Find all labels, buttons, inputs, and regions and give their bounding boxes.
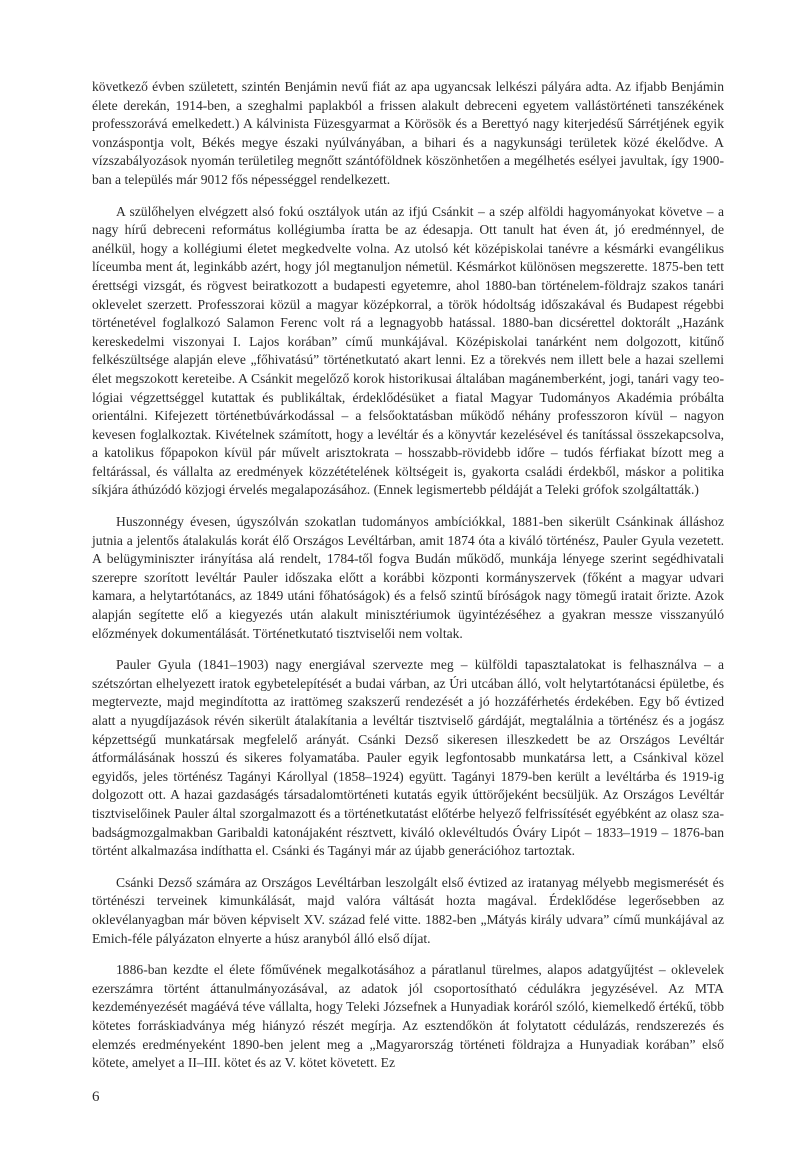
paragraph-2: A szülőhelyen elvégzett alsó fokú osztályok után az ifjú Csánkit – a szép alföldi hagyományokat követve – a nagy hírű debreceni református kollégiumba íratta be az édesapja. Ott tanult hat éven át, jó eredménnyel, de anélkül, hogy a kollégiumi életet megkedvelte volna. Az utolsó két középiskolai tanévre a késmárki evangélikus líceumba ment át, leginkább azért, hogy jól megtanuljon németül. Késmárkot különösen megszerette. 1875-ben tett érettségi vizsgát, és rögvest beiratkozott a budapesti egyetemre, ahol 1880-ban történelem-földrajz szakos tanári oklevelet szerzett. Professzorai közül a magyar középkorral, a török hódoltság időszakával és Budapest régebbi történetével foglalkozó Salamon Ferenc volt rá a legnagyobb hatással. 1880-ban dicsérettel doktorált „Hazánk kereskedelmi viszonyai I. Lajos korában” című munkájával. Középiskolai tanárként nem dolgozott, kitűnő felkészültsége alapján eleve „főhivatású” történetkutató akart lenni. Ez a törekvés nem illett bele a hazai szellemi élet megszokott kereteibe. A Csánkit megelőző korok historikusai általában magánemberként, jogi, tanári vagy teológiai végzettséggel kutattak és publikáltak, érdeklődésüket a fiatal Magyar Tudományos Akadémia próbálta orientálni. Kifejezett történetbúvárkodással – a felsőoktatásban működő néhány professzoron kívül – nagyon kevesen foglalkoztak. Kivételnek számított, hogy a levéltár és a könyvtár kezelésével és tanítással összekapcsolva, a katolikus főpapokon kívül pár művelt arisztokrata – hosszabb-rövidebb időre – tudós férfiakat bízott meg a feltárással, és vállalta az eredmények közzétételének költségeit is, gyakorta családi érdekből, máskor a politika síkjára áthúzódó közjogi érvelés megalapozásához. (Ennek legismertebb példáját a Teleki grófok szolgáltatták.) xyxy=(92,203,724,498)
paragraph-4: Pauler Gyula (1841–1903) nagy energiával szervezte meg – külföldi tapasztalatokat is felhasználva – a szétszórtan elhelyezett iratok egybetelepítését a budai várban, az Úri utcában álló, volt helytartótanácsi épületbe, és megtervezte, majd megindította az irattömeg szakszerű rendezését a jó hozzáférhetés érdekében. Egy bő évtized alatt a nyugdíjazások révén sikerült átalakítania a levéltár tisztviselő gárdáját, megtalálnia a történész és a jogász képzettségű munkatársak megfelelő arányát. Csánki Dezső sikeresen illeszkedett be az Országos Levéltár átformálásának hosszú és sikeres folyamatába. Pauler egyik legfontosabb munkatársa lett, a Csánkival közel egyidős, jeles történész Tagányi Károllyal (1858–1924) együtt. Tagányi 1879-ben került a levéltárba és 1919-ig dolgozott ott. A hazai gazdaságés társadalomtörténeti kutatás egyik úttörőjeként becsüljük. Az Országos Levéltár tisztviselőinek Pauler által szorgalmazott és a történetkutatást előtérbe helyező felfrissítését egyébként az olasz szabadságmozgalmakban Garibaldi katonájaként résztvett, kiváló oklevéltudós Óváry Lipót – 1833–1919 – 1876-ban történt alkalmazása indíthatta el. Csánki és Tagányi már az újabb generációhoz tartoztak. xyxy=(92,657,724,859)
paragraph-3: Huszonnégy évesen, úgyszólván szokatlan tudományos ambíciókkal, 1881-ben sikerült Csánkinak álláshoz jutnia a jelentős átalakulás korát élő Országos Levéltárban, amit 1874 óta a kiváló történész, Pauler Gyula vezetett. A belügyminiszter irányítása alá rendelt, 1784-től fogva Budán működő, munkája lényege szerint segédhivatali szerepre szorított levéltár Pauler időszaka előtt a korábbi központi kormányszervek (főként a magyar udvari kamara, a helytartótanács, az 1849 utáni főhatóságok) és a felső szintű bíróságok nagy tömegű iratait őrizte. Azok alapján segítette elő a kiegyezés után alakult minisztériumok ügyintézéséhez a gyakran messze visszanyúló előzmények dokumentálását. Történetkutató tisztviselői nem voltak. xyxy=(92,514,724,641)
paragraph-6: 1886-ban kezdte el életе főművének megalkotásához a páratlanul türelmes, alapos adatgyűjtést – oklevelek ezerszámra történt áttanulmányozásával, az adatok jól csoportosítható cédulákra jegyzésével. Az MTA kezdeményezését magáévá téve vállalta, hogy Teleki Józsefnek a Hunyadiak koráról szóló, kiemelkedő értékű, több kötetes forráskiadványa még hiányzó részét megírja. Az esztendőkön át folytatott cédulázás, rendszerezés és elemzés eredményeként 1890-ben jelent meg a „Magyarország történeti földrajza a Hunyadiak korában” első kötete, amelyet a II–III. kötet és az V. kötet követett. Ez xyxy=(92,962,724,1071)
paragraph-1: következő évben született, szintén Benjámin nevű fiát az apa ugyancsak lelkészi pályára adta. Az ifjabb Benjámin élete derekán, 1914-ben, a szeghalmi paplakból a frissen alakult debreceni egyetem vallástörténeti tanszékének professzorává emelkedett.) A kálvinista Füzesgyarmat a Körösök és a Berettyó nagy kiterjedésű Sárrétjének egyik vonzáspontja volt, Békés megye északi nyúlványában, a bihari és a nagykunsági területek közé ékelődve. A vízszabályozások nyomán területileg megnőtt szántóföldnek köszönhetően a megélhetés esélyei javultak, így 1900-ban a település már 9012 fős népességgel rendelkezett. xyxy=(92,79,724,187)
page-number: 6 xyxy=(92,1089,100,1105)
paragraph-5: Csánki Dezső számára az Országos Levéltárban leszolgált első évtized az iratanyag mélyebb megismerését és történészi terveinek kimunkálását, majd valóra váltását hozta magával. Érdeklődése legerősebben az oklevélanyagban már böven képviselt XV. század felé vitte. 1882-ben „Mátyás király udvara” című munkájával az Emich-féle pályázaton elnyerte a húsz aranyból álló első díjat. xyxy=(92,874,724,946)
body-text xyxy=(92,78,724,1086)
